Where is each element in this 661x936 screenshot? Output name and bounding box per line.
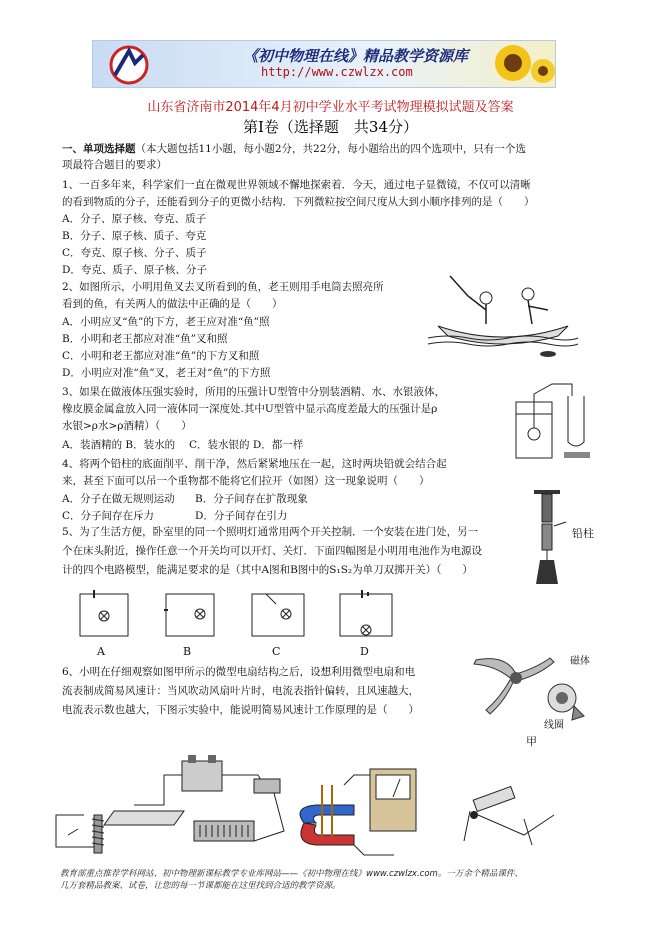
- boat-fishing-figure: [428, 276, 578, 358]
- q1-line1: 1、一百多年来，科学家们一直在微观世界领域不懈地探索着．今天，通过电子显微镜，不仅可以清晰: [62, 179, 531, 191]
- circuit-label-d: D: [360, 645, 369, 658]
- q1-option-b: B．分子、原子核、质子、夸克: [62, 230, 207, 242]
- circuit-c-figure: [246, 590, 310, 640]
- banner-title: 《初中物理在线》精品教学资源库: [243, 47, 469, 65]
- q2-option-d: D．小明应对准“鱼”叉，老王对“鱼”的下方照: [62, 367, 271, 379]
- sunflower-image: [473, 41, 553, 87]
- q3-line1: 3、如果在做液体压强实验时，所用的压强计U型管中分别装酒精、水、水银液体，: [62, 386, 446, 398]
- q2-option-a: A．小明应叉“鱼”的下方，老王应对准“鱼”照: [62, 316, 270, 328]
- lead-cylinder-label: 铅柱: [572, 527, 594, 540]
- q4-option-d: D．分子间存在引力: [195, 510, 288, 522]
- q4-option-b: B．分子间存在扩散现象: [195, 493, 308, 505]
- q1-option-a: A．分子、原子核、夸克、质子: [62, 213, 207, 225]
- section-heading: 一、单项选择题: [62, 143, 136, 155]
- pressure-gauge-figure: [512, 372, 602, 462]
- electromagnet-figure: [56, 815, 104, 853]
- site-banner: [92, 40, 556, 88]
- fan-coil-label: 线圈: [544, 720, 564, 731]
- q2-line2: 看到的鱼，有关两人的做法中正确的是（ ）: [62, 298, 283, 310]
- q4-line2: 来，甚至下面可以吊一个重物都不能将它们拉开（如图）这一现象说明（ ）: [62, 475, 430, 487]
- q4-option-c: C．分子间存在斥力: [62, 510, 155, 522]
- lead-cylinders-figure: [530, 488, 600, 598]
- part-title: 第Ⅰ卷（选择题 共34分）: [242, 118, 418, 136]
- q6-line2: 流表制成简易风速计：当风吹动风扇叶片时，电流表指针偏转，且风速越大，: [62, 685, 419, 697]
- q5-line3: 计的四个电路模型，能满足要求的是（其中A图和B图中的S₁S₂为单刀双掷开关）（ ）: [62, 564, 473, 576]
- q4-line1: 4、将两个铅柱的底面削平、削干净，然后紧紧地压在一起，这时两块铅就会结合起: [62, 458, 447, 470]
- q3-options: A．装酒精的 B．装水的 C．装水银的 D．都一样: [62, 439, 304, 451]
- q6-line1: 6、小明在仔细观察如图甲所示的微型电扇结构之后，设想利用微型电扇和电: [62, 666, 416, 678]
- circuit-b-figure: [160, 590, 220, 640]
- footer-line1: 教育部重点推荐学科网站、初中物理新课标教学专业库网站——《初中物理在线》www.czwlzx.com。一万余个精品课件、: [60, 869, 523, 879]
- q5-line1: 5、为了生活方便，卧室里的同一个照明灯通常用两个开关控制．一个安装在进门处，另一: [62, 526, 479, 538]
- section-intro-2: 项最符合题目的要求）: [62, 159, 167, 171]
- q1-line2: 的看到物质的分子，还能看到分子的更微小结构．下列微粒按空间尺度从大到小顺序排列的是（ ）: [62, 196, 535, 208]
- circuit-a-figure: [74, 590, 134, 640]
- q2-option-b: B．小明和老王都应对准“鱼”叉和照: [62, 333, 228, 345]
- q4-option-a: A．分子在做无规则运动: [62, 493, 175, 505]
- q1-option-c: C．夸克、原子核、分子、质子: [62, 247, 207, 259]
- circuit-label-b: B: [183, 645, 192, 658]
- q1-option-d: D．夸克、质子、原子核、分子: [62, 264, 207, 276]
- q2-line1: 2、如图所示，小明用鱼叉去叉所看到的鱼，老王则用手电筒去照亮所: [62, 281, 384, 293]
- galvanometer-figure: [300, 769, 416, 855]
- q6-line3: 电流表示数也越大，下图示实验中，能说明简易风速计工作原理的是（ ）: [62, 704, 419, 716]
- q3-line3: 水银>ρ水>ρ酒精）（ ）: [62, 420, 192, 432]
- site-logo: [99, 41, 159, 87]
- battery-magnet-figure: [104, 755, 284, 841]
- fan-magnet-label: 磁体: [570, 656, 590, 667]
- q2-option-c: C．小明和老王都应对准“鱼”的下方叉和照: [62, 350, 260, 362]
- section-intro: [62, 142, 526, 156]
- section-intro-text: （本大题包括11小题，每小题2分，共22分，每小题给出的四个选项中，只有一个选: [135, 143, 526, 155]
- footer-line2: 几万套精品教案、试卷，让您的每一节课都能在这里找到合适的教学资源。: [60, 881, 341, 891]
- q3-line2: 橡皮膜金属盒放入同一液体同一深度处.其中U型管中显示高度差最大的压强计是ρ: [62, 403, 438, 415]
- banner-url[interactable]: http://www.czwlzx.com: [261, 65, 413, 79]
- motor-figure: [464, 787, 554, 845]
- footer: [60, 868, 620, 892]
- fan-figure-jia-label: 甲: [526, 735, 537, 748]
- document-title: 山东省济南市2014年4月初中学业水平考试物理模拟试题及答案: [147, 100, 514, 115]
- circuit-label-a: A: [97, 645, 105, 658]
- q5-line2: 个在床头附近，操作任意一个开关均可以开灯、关灯．下面四幅图是小明用电池作为电源设: [62, 545, 482, 557]
- circuit-d-figure: [334, 590, 398, 640]
- experiment-figures: [54, 745, 614, 860]
- circuit-label-c: C: [272, 645, 281, 658]
